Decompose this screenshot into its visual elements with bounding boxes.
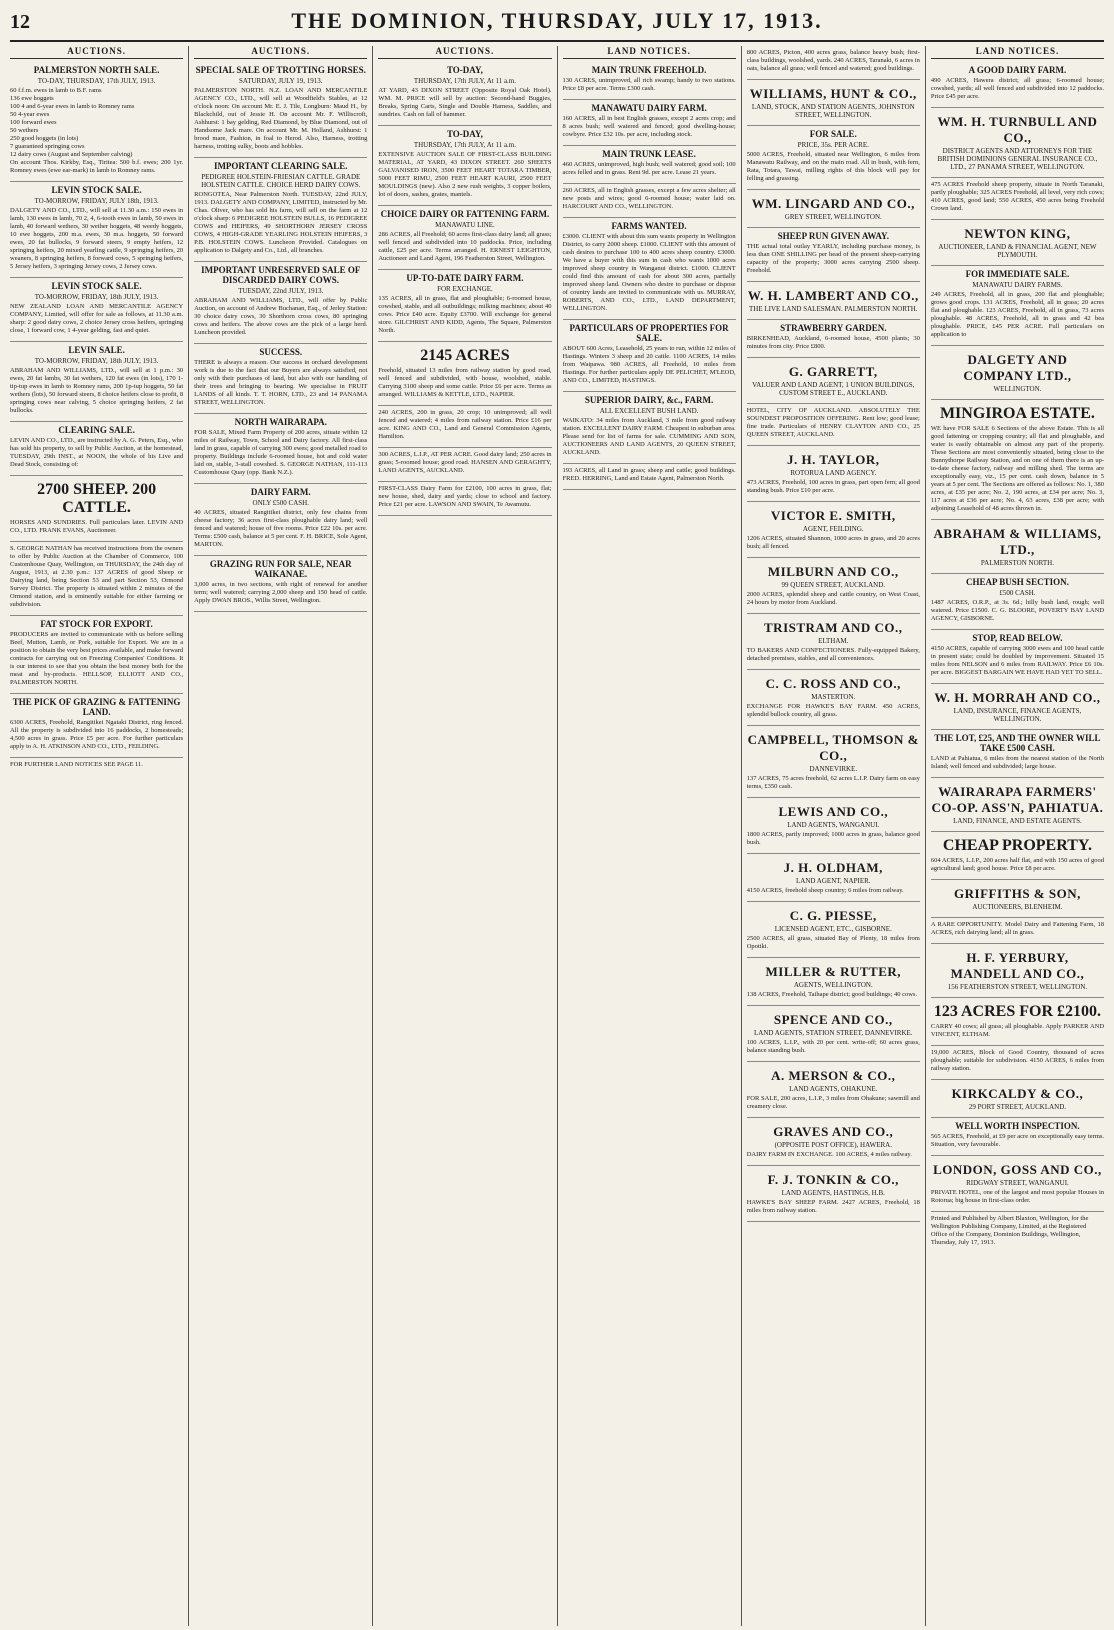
ad-subheading: LICENSED AGENT, ETC., GISBORNE.: [774, 925, 892, 933]
advertisement: [10, 278, 183, 342]
advertisement: [747, 320, 920, 358]
ad-subheading: LAND AGENTS, HASTINGS, H.B.: [781, 1189, 885, 1197]
ad-subheading: MANAWATU DAIRY FARMS.: [972, 281, 1063, 289]
ad-subheading: 156 FEATHERSTON STREET, WELLINGTON.: [947, 983, 1088, 991]
ad-subheading: AUCTIONEER, LAND & FINANCIAL AGENT, NEW PLYMOUTH.: [938, 243, 1097, 259]
advertisement: [931, 918, 1104, 944]
ad-body: ABRAHAM AND WILLIAMS, LTD., will sell at 1 p.m.: 30 ewes, 20 fat lambs, 30 fat wethers, 120 fat ewes (in lots), 170 1-tip-tup ewes in lamb to Romney rams, 200 1p-tup hoggets, 50 fat wethers (lots), 50 forward steers, 8 choice heifers close to profit, 8 springing cows near calving, 5 choice springing heifers, 2 fat bullocks.: [10, 367, 184, 414]
advertisement: [194, 158, 367, 262]
advertisement: [931, 108, 1104, 178]
ad-heading: LEVIN STOCK SALE.: [51, 185, 142, 195]
ad-body: PRODUCERS are invited to communicate with us before selling Beef, Mutton, Lamb, or Pork, suitable for Export. We are in a position to obtain the very best prices available, and make forward contracts for carrying out on Freezing Companies' Conditions. It is our interest to see that you obtain the best money both for the meat and by-products. HELLSOP, ELLIOTT AND CO., PALMERSTON NORTH.: [10, 631, 184, 686]
ad-subheading: AGENT, FEILDING.: [802, 525, 864, 533]
advertisement: [10, 182, 183, 278]
ad-body: A RARE OPPORTUNITY. Model Dairy and Fattening Farm, 18 ACRES, rich dairying land; all in grass.: [930, 921, 1105, 936]
ad-body: £3000. CLIENT with about this sum wants property in Wellington District, to carry 2000 sheep. £1000. CLIENT with this amount of cash desires to purchase 100 to 400 acres sheep country. £3000. We have a buyer with this sum in cash who wants 1000 acres improved sheep country in Wanganui district. £1000. CLIENT could find this amount of cash for about 300 acres, partially improved sheep land. Owners who desire to purchase or dispose of country lands are invited to communicate with us. MURRAY, ROBERTS, AND CO., LTD., LAND DEPARTMENT, WELLINGTON.: [562, 233, 736, 312]
advertisement: [747, 46, 920, 80]
ad-body: 4150 ACRES, capable of carrying 3000 ewes and 100 head cattle in present state; could be doubled by improvement. Situated 15 miles from NELSON and 6 miles from RAILWAY. Price £6 10s. per acre. BIGGEST BARGAIN WE HAVE HAD YET TO SELL.: [930, 645, 1105, 676]
ad-display-heading: 123 ACRES FOR £2100.: [933, 1003, 1101, 1020]
advertisement: [931, 266, 1104, 346]
ad-body: WE have FOR SALE 6 Sections of the above Estate. This is all good fattening or cropping country; all flat and ploughable, and water is easily obtainable on almost any part of the property. These Sections are most conveniently situated, being close to the Bunnythorpe Railway Station, and on one of them there is an up-to-date cheese factory, railway and milling shed. The terms are exceptionally easy, viz., 15 per cent. cash down, balance in 5 years at 5 per cent. The Sections are offered as follows: No. 1, 380 acres, at £35 per acre; No. 2, 190 acres, at £34 per acre; No. 3, 117 acres at £36 per acre; No. 4, 63 acres, £38 per acre; with adjoining Leasehold of 48 acres thrown in.: [930, 425, 1105, 512]
ad-heading: LEVIN SALE.: [68, 345, 125, 355]
ad-heading: SHEEP RUN GIVEN AWAY.: [777, 231, 889, 241]
ad-heading: LEVIN STOCK SALE.: [51, 281, 142, 291]
column-header: LAND NOTICES.: [563, 46, 736, 59]
ad-body: 130 ACRES, unimproved, all rich swamp; handy to two stations. Price £8 per acre. Terms £300 cash.: [562, 77, 736, 92]
advertisement: [747, 126, 920, 190]
advertisement: [378, 342, 551, 406]
advertisement: [10, 542, 183, 616]
ad-subheading: THURSDAY, 17th JULY, At 11 a.m.: [413, 77, 517, 85]
advertisement: [747, 404, 920, 446]
ad-subheading: TO-MORROW, FRIDAY, 18th JULY, 1913.: [34, 357, 159, 365]
ad-heading: SUCCESS.: [259, 347, 303, 357]
ad-body: 473 ACRES, Freehold, 100 acres in grass, part open fern; all good standing bush. Price £10 per acre.: [746, 479, 920, 494]
ad-subheading: GREY STREET, WELLINGTON.: [784, 213, 882, 221]
ad-body: 460 ACRES, unimproved, high bush; well watered; good soil; 100 acres felled and in grass. Rent 9d. per acre. Lease 21 years.: [562, 161, 736, 176]
column-3: [372, 46, 556, 1626]
advertisement: [931, 778, 1104, 832]
ad-heading: PARTICULARS OF PROPERTIES FOR SALE.: [569, 323, 729, 343]
agent-name: CAMPBELL, THOMSON & CO.,: [747, 732, 919, 763]
ad-body: 2500 ACRES, all grass, situated Bay of Plenty, 18 miles from Opotiki.: [746, 935, 920, 950]
ad-heading: TO-DAY,: [446, 129, 483, 139]
ad-heading: CHEAP BUSH SECTION.: [966, 577, 1069, 587]
ad-subheading: PALMERSTON NORTH.: [980, 559, 1054, 567]
ad-body: HORSES AND SUNDRIES. Full particulars later. LEVIN AND CO., LTD. FRANK EVANS, Auctioneer.: [10, 519, 184, 534]
ad-body: 286 ACRES, all Freehold; 60 acres first-class dairy land; all grass; well fenced and subdivided into 10 paddocks. Price, including cattle, £25 per acre. Terms arranged. H. ERNEST LEIGHTON, Auctioneer and Land Agent, 196 Featherston Street, Wellington.: [378, 231, 552, 262]
ad-subheading: LAND AGENTS, WANGANUI.: [787, 821, 880, 829]
ad-subheading: DANNEVIRKE.: [809, 765, 858, 773]
agent-name: C. C. ROSS AND CO.,: [765, 676, 901, 691]
advertisement: [931, 1080, 1104, 1118]
ad-heading: STOP, READ BELOW.: [972, 633, 1063, 643]
ad-body: 490 ACRES, Hawera district; all grass; 6-roomed house; cowshed, yards; all well fenced and subdivided into 12 paddocks. Price £45 per acre.: [930, 77, 1105, 100]
ad-heading: FARMS WANTED.: [611, 221, 687, 231]
ad-subheading: VALUER AND LAND AGENT, 1 UNION BUILDINGS, CUSTOM STREET E., AUCKLAND.: [752, 381, 915, 397]
ad-body: 5000 ACRES, Freehold, situated near Wellington, 6 miles from Manawatu Railway, and on the main road. All in bush, with fern, Rata, Totara, Tawai, milling rights of this block will pay for felling and grassing.: [746, 151, 920, 182]
ad-body: 1487 ACRES, O.R.P., at 3s. 6d.; hilly bush land, rough; well watered. Price £1500. C. G. BLOORE, POVERTY BAY LAND AGENCY, GISBORNE.: [930, 599, 1105, 622]
agent-name: SPENCE AND CO.,: [773, 1012, 893, 1027]
ad-subheading: TO-MORROW, FRIDAY, JULY 18th, 1913.: [34, 197, 159, 205]
agent-name: LEWIS AND CO.,: [778, 804, 889, 819]
advertisement: [747, 1118, 920, 1166]
ad-body: 19,000 ACRES, Block of Good Country, thousand of acres ploughable; suitable for subdivision. 4150 ACRES, 6 miles from railway station.: [930, 1049, 1105, 1072]
page-number: 12: [10, 11, 30, 33]
ad-body: 40 ACRES, situated Rangitikei district, only few chains from cheese factory; 36 acres first-class ploughable dairy land; well fenced and watered; house of five rooms. Price £22 10s. per acre. Terms: £500 cash, balance at 5 per cent. F. H. BRICE, Sole Agent, MARTON.: [194, 509, 368, 548]
ad-subheading: TUESDAY, 22nd JULY, 1913.: [238, 287, 324, 295]
advertisement: [563, 218, 736, 320]
agent-name: MILBURN AND CO.,: [767, 564, 899, 579]
agent-name: WM. LINGARD AND CO.,: [751, 196, 915, 211]
column-header: AUCTIONS.: [194, 46, 367, 59]
ad-body: 260 ACRES, all in English grasses, except a few acres shelter; all new posts and wires; good 6-roomed house; water laid on. HARCOURT AND CO., WELLINGTON.: [562, 187, 736, 210]
ad-body: NEW ZEALAND LOAN AND MERCANTILE AGENCY COMPANY, Limited, will offer for sale as follows, at 11.30 a.m. sharp: 2 good dairy cows, 2 choice Jersey cross heifers, springing close, 1 forward cow, 1 4-year gelding, fast and quiet.: [10, 303, 184, 334]
ad-body: 6300 ACRES, Freehold, Rangitikei Ngataki District, ring fenced. All the property is subdivided into 16 paddocks, 2 homesteads; 4,500 acres in grass. Price £5 per acre. For further particulars apply to A. H. ATKINSON AND CO., LTD., FEILDING.: [10, 719, 184, 750]
advertisement: [931, 178, 1104, 220]
advertisement: [931, 630, 1104, 684]
ad-body: On account Thos. Kirkby, Esq., Tiritea: 500 b.f. ewes; 200 1yr. Romney ewes (ewe ear-mark) in lamb to Romney rams.: [10, 159, 184, 174]
stock-item: 7 guaranteed springing cows: [10, 143, 85, 150]
advertisement: [10, 616, 183, 694]
agent-name: G. GARRETT,: [788, 364, 878, 379]
ad-heading: WELL WORTH INSPECTION.: [955, 1121, 1080, 1131]
ad-heading: IMPORTANT UNRESERVED SALE OF DISCARDED DAIRY COWS.: [201, 265, 361, 285]
ad-heading: FAT STOCK FOR EXPORT.: [40, 619, 153, 629]
ad-heading: FOR IMMEDIATE SALE.: [965, 269, 1070, 279]
ad-subheading: THE LIVE LAND SALESMAN. PALMERSTON NORTH.: [748, 305, 918, 313]
agent-name: F. J. TONKIN & CO.,: [767, 1172, 899, 1187]
stock-item: 100 forward ewes: [10, 119, 57, 126]
column-1: [10, 46, 188, 1626]
ad-subheading: TO-MORROW, FRIDAY, 18th JULY, 1913.: [34, 293, 159, 301]
column-header: AUCTIONS.: [378, 46, 551, 59]
ad-body: 4150 ACRES, freehold sheep country; 6 miles from railway.: [746, 887, 904, 894]
advertisement: [563, 146, 736, 184]
ad-subheading: TO-DAY, THURSDAY, 17th JULY, 1913.: [37, 77, 156, 85]
advertisement: [931, 998, 1104, 1046]
advertisement: [563, 392, 736, 464]
agent-name: ABRAHAM & WILLIAMS, LTD.,: [933, 526, 1102, 557]
ad-body: PALMERSTON NORTH. N.Z. LOAN AND MERCANTILE AGENCY CO., LTD., will sell at Woodfield's Stables, at 12 o'clock noon: On account Mr. E. J. Tile, Longburn: Maud H., by Blackchild, out of Jessie H. On account Mr. F. Williscroft, Ashhurst: 1 bay gelding, Red Diamond, by Blue Diamond, out of Handsome Jack mare. On account Mr. M. Holland, Ashhurst: 1 brood mare, Fashion, in foal to Herod. Also, Harness, trotting harness, trotting sulky, boots and hobbles.: [194, 87, 368, 150]
ad-subheading: LAND, FINANCE, AND ESTATE AGENTS.: [953, 817, 1082, 825]
ad-subheading: LAND AGENT, NAPIER.: [796, 877, 871, 885]
advertisement: [378, 448, 551, 482]
advertisement: [931, 520, 1104, 574]
ad-subheading: ELTHAM.: [818, 637, 849, 645]
ad-heading: GRAZING RUN FOR SALE, NEAR WAIKANAE.: [209, 559, 352, 579]
column-2: [188, 46, 372, 1626]
ad-heading: CHOICE DAIRY OR FATTENING FARM.: [380, 209, 550, 219]
advertisement: [747, 614, 920, 670]
column-header: AUCTIONS.: [10, 46, 183, 59]
agent-name: WILLIAMS, HUNT & CO.,: [749, 86, 917, 101]
ad-body: 3,000 acres, in two sections, with right of renewal for another term; well watered; carrying 2,000 sheep and 150 head of cattle. Apply DWAN BROS., Willis Street, Wellington.: [194, 581, 368, 604]
masthead: [10, 8, 1104, 42]
ad-body: LAND at Pahiatua, 6 miles from the nearest station of the North Island; well fenced and subdivided; large house.: [930, 755, 1105, 770]
advertisement: [194, 344, 367, 414]
advertisement: [563, 320, 736, 392]
advertisement: [194, 414, 367, 484]
ad-display-heading: MINGIROA ESTATE.: [939, 405, 1095, 422]
agent-name: W. H. LAMBERT AND CO.,: [747, 288, 919, 303]
agent-name: J. H. TAYLOR,: [786, 452, 880, 467]
advertisement: [563, 184, 736, 218]
ad-heading: A GOOD DAIRY FARM.: [968, 65, 1067, 75]
ad-body: Freehold, situated 13 miles from railway station by good road, well fenced and subdivided, with house, woolshed, stable. Carrying 3100 sheep and some cattle. Price £6 per acre. Terms as arranged. WILLIAMS & KETTLE, LTD., NAPIER.: [378, 367, 552, 398]
ad-subheading: FOR EXCHANGE.: [437, 285, 493, 293]
ad-heading: SUPERIOR DAIRY, &c., FARM.: [584, 395, 714, 405]
ad-subheading: MANAWATU LINE.: [435, 221, 495, 229]
advertisement: [747, 1062, 920, 1118]
agent-name: A. MERSON & CO.,: [771, 1068, 896, 1083]
ad-body: 300 ACRES, L.I.P., AT PER ACRE. Good dairy land; 250 acres in grass; 5-roomed house; good road. HANSEN AND GERAGHTY, LAND AGENTS, AUCKLAND.: [378, 451, 552, 474]
ad-heading: CLEARING SALE.: [58, 425, 135, 435]
column-container: [10, 46, 1104, 1626]
ad-body: 138 ACRES, Freehold, Taihape district; good buildings; 40 cows.: [746, 991, 918, 998]
ad-body: THERE is always a reason. Our success in orchard development work is due to the fact that our Buyers are always satisfied, not only with their purchases of land, but also with our handling of their trees and bringing to bearing. We specialise in FRUIT LANDS of all kinds. T. T. HORN, LTD., 23 and 14 PANAMA STREET, WELLINGTON.: [194, 359, 368, 406]
agent-name: KIRKCALDY & CO.,: [951, 1086, 1084, 1101]
advertisement: [931, 62, 1104, 108]
agent-name: NEWTON KING,: [964, 226, 1071, 241]
ad-body: HOTEL, CITY OF AUCKLAND. ABSOLUTELY THE SOUNDEST PROPOSITION OFFERING. Rent low; good lease; fine trade. Particulars of HENRY CLAYTON AND CO., 25 QUEEN STREET, AUCKLAND.: [746, 407, 920, 438]
ad-subheading: PRICE, 35s. PER ACRE.: [797, 141, 869, 149]
advertisement: [747, 80, 920, 126]
ad-subheading: DISTRICT AGENTS AND ATTORNEYS FOR THE BRITISH DOMINIONS GENERAL INSURANCE CO., LTD., 27 PANAMA STREET, WELLINGTON.: [937, 147, 1098, 171]
ad-body: FOR SALE, Mixed Farm Property of 200 acres, situate within 12 miles of Railway, Town, School and Dairy factory. All first-class land in grass, capable of carrying 300 ewes; good metalled road to property. Buildings include 6-roomed house, hot and cold water laid on, stable, 3-stall cowshed. S. GEORGE NATHAN, 111-113 Customhouse Quay (opp. Bank N.Z.).: [194, 429, 368, 476]
advertisement: [378, 406, 551, 448]
ad-body: 565 ACRES, Freehold, at £9 per acre on exceptionally easy terms. Situation, very favourable.: [930, 1133, 1105, 1148]
stock-list: [10, 87, 183, 159]
ad-body: 100 ACRES, L.I.P., with 20 per cent. write-off; 60 acres grass, balance standing bush.: [746, 1039, 920, 1054]
advertisement: [563, 100, 736, 146]
ad-subheading: (OPPOSITE POST OFFICE), HAWERA.: [774, 1141, 892, 1149]
advertisement: [747, 670, 920, 726]
ad-body: EXCHANGE FOR HAWKE'S BAY FARM. 450 ACRES, splendid bullock country, all grass.: [746, 703, 920, 718]
advertisement: [747, 502, 920, 558]
agent-name: DALGETY AND COMPANY LTD.,: [963, 352, 1072, 383]
ad-subheading: SATURDAY, JULY 19, 1913.: [239, 77, 323, 85]
ad-display-figure: 2145 ACRES: [420, 347, 510, 364]
ad-subheading: PEDIGREE HOLSTEIN-FRIESIAN CATTLE. GRADE HOLSTEIN CATTLE. CHOICE HERD DAIRY COWS.: [201, 173, 361, 189]
advertisement: [563, 464, 736, 490]
ad-subheading: LAND AGENTS, STATION STREET, DANNEVIRKE.: [753, 1029, 913, 1037]
ad-display-figure: 2700 SHEEP. 200 CATTLE.: [37, 481, 157, 516]
ad-body: WAIKATO: 34 miles from Auckland, 3 mile from good railway station. EXCELLENT DAIRY FARM. Cheapest in suburban area. Please send for list of farms for sale. CUMMING AND SON, AUCTIONEERS AND LAND AGENTS, 20 QUEEN STREET, AUCKLAND.: [562, 417, 736, 456]
ad-subheading: ALL EXCELLENT BUSH LAND.: [599, 407, 699, 415]
ad-heading: TO-DAY,: [446, 65, 483, 75]
ad-body: 1206 ACRES, situated Shannon, 1000 acres in grass, and 20 acres bush; all fenced.: [746, 535, 920, 550]
ad-heading: NORTH WAIRARAPA.: [234, 417, 327, 427]
ad-body: 604 ACRES, L.I.P., 200 acres half flat, and with 150 acres of good agricultural land; good house. Price £8 per acre.: [930, 857, 1105, 872]
ad-heading: UP-TO-DATE DAIRY FARM.: [406, 273, 524, 283]
ad-subheading: WELLINGTON.: [993, 385, 1042, 393]
stock-item: 12 dairy cows (August and September calving): [10, 151, 133, 158]
ad-subheading: ROTORUA LAND AGENCY.: [790, 469, 877, 477]
ad-heading: DAIRY FARM.: [250, 487, 311, 497]
ad-subheading: ONLY £500 CASH.: [252, 499, 309, 507]
ad-body: EXTENSIVE AUCTION SALE OF FIRST-CLASS BUILDING MATERIAL, AT YARD, 43 DIXON STREET. 260 SHEETS GALVANISED IRON, 3500 FEET HEART TOTARA TIMBER, 5000 FEET RIMU, 2500 FEET HEART KAURI, 2500 FEET MOULDINGS (new). Also 2 new rush weights, 3 copper boilers, lot of doors, sashes, grates, mantels.: [378, 151, 552, 198]
agent-name: TRISTRAM AND CO.,: [764, 620, 903, 635]
ad-body: ABRAHAM AND WILLIAMS, LTD., will offer by Public Auction, on account of Andrew Buchanan, Esq., of Jerley Station: 30 choice dairy cows, 30 Shorthorn cross cows, 80 springing cows and heifers. The above cows are the pick of a large herd. Luncheon provided.: [194, 297, 368, 336]
ad-body: PRIVATE HOTEL, one of the largest and most popular Houses in Rotorua; big house in first-class order.: [930, 1189, 1105, 1204]
advertisement: [378, 126, 551, 206]
advertisement: [10, 422, 183, 476]
advertisement: [10, 694, 183, 758]
advertisement: [931, 832, 1104, 880]
agent-name: C. G. PIESSE,: [789, 908, 877, 923]
advertisement: [747, 1166, 920, 1222]
ad-body: CARRY 40 cows; all grass; all ploughable. Apply PARKER AND VINCENT, ELTHAM.: [930, 1023, 1105, 1038]
ad-body: AT YARD, 43 DIXON STREET (Opposite Royal Oak Hotel). WM. M. PRICE will sell by auction: Second-hand Buggies, Breaks, Spring Carts, Single and Double Harness, Saddles, and sundries. Cash on fall of hammer.: [378, 87, 552, 118]
ad-body: LEVIN AND CO., LTD., are instructed by A. G. Peters, Esq., who has sold his property, to sell by Public Auction, at the homestead, TUESDAY, 29th INST., at NOON, the whole of his Live and Dead Stock, consisting of:: [10, 437, 184, 468]
stock-item: 136 ewe hoggets: [10, 95, 54, 102]
ad-body: BIRKENHEAD, Auckland, 6-roomed house, 4500 plants; 30 minutes from city. Price £800.: [746, 335, 920, 350]
advertisement: [931, 1046, 1104, 1080]
ad-display-heading: CHEAP PROPERTY.: [942, 837, 1092, 854]
ad-body: 2000 ACRES, splendid sheep and cattle country, on West Coast, 24 hours by motor from Auckland.: [746, 591, 920, 606]
agent-name: GRIFFITHS & SON,: [954, 886, 1081, 901]
ad-body: 193 ACRES, all Land in grass; sheep and cattle; good buildings. FRED. HERRING, Land and Estate Agent, Palmerston North.: [562, 467, 736, 482]
advertisement: [10, 62, 183, 182]
ad-subheading: £500 CASH.: [999, 589, 1036, 597]
advertisement: [747, 958, 920, 1006]
ad-body: ABOUT 600 Acres, Leasehold, 25 years to run, within 12 miles of Hastings. Winters 3 sheep and 20 cattle. 1100 ACRES, 14 miles from Waipawa. 980 ACRES, all Freehold, 10 miles from Hastings. For further particulars apply DE PELICHET, M'LEOD, AND CO., LIMITED, HASTINGS.: [562, 345, 736, 384]
advertisement: [931, 730, 1104, 778]
agent-name: GRAVES AND CO.,: [773, 1124, 894, 1139]
advertisement: [747, 282, 920, 320]
ad-body: 137 ACRES, 75 acres freehold, 62 acres L.I.P. Dairy farm on easy terms, £350 cash.: [746, 775, 920, 790]
advertisement: [194, 484, 367, 556]
advertisement: [10, 476, 183, 542]
advertisement: [747, 726, 920, 798]
agent-name: J. H. OLDHAM,: [783, 860, 883, 875]
page-reference-note: FOR FURTHER LAND NOTICES SEE PAGE 11.: [10, 761, 143, 768]
advertisement: [931, 944, 1104, 998]
ad-subheading: AGENTS, WELLINGTON.: [793, 981, 873, 989]
ad-body: 240 ACRES, 200 in grass, 20 crop; 10 unimproved; all well fenced and watered; 4 miles from railway station. Price £16 per acre. KING AND CO., Land and General Commission Agents, Hamilton.: [378, 409, 552, 440]
advertisement: [747, 558, 920, 614]
advertisement: [931, 400, 1104, 520]
column-header: LAND NOTICES.: [931, 46, 1104, 59]
ad-subheading: LAND, STOCK, AND STATION AGENTS, JOHNSTON STREET, WELLINGTON.: [751, 103, 915, 119]
ad-subheading: MASTERTON.: [811, 693, 856, 701]
ad-body: 135 ACRES, all in grass, flat and ploughable; 6-roomed house, cowshed, stable, and all outbuildings; milking machines; about 40 cows. Price £40 acre. Equity £3700. Will exchange for general store. GILCHRIST AND KIDD, Agents, The Square, Palmerston North.: [378, 295, 552, 334]
ad-body: DAIRY FARM IN EXCHANGE. 100 ACRES, 4 miles railway.: [746, 1151, 912, 1158]
advertisement: [194, 556, 367, 612]
newspaper-title: THE DOMINION, THURSDAY, JULY 17, 1913.: [291, 8, 823, 33]
advertisement: [563, 62, 736, 100]
ad-body: 800 ACRES, Picton, 400 acres grass, balance heavy bush; first-class buildings, woolshed, yards. 240 ACRES, Taranaki, 6 acres in oats, balance all grass; well fenced and watered; good buildings.: [746, 49, 920, 72]
ad-body: TO BAKERS AND CONFECTIONERS. Fully-equipped Bakery, detached premises, stables, and all conveniences.: [746, 647, 920, 662]
agent-name: MILLER & RUTTER,: [765, 964, 902, 979]
advertisement: [194, 262, 367, 344]
advertisement: [747, 798, 920, 854]
column-5: [741, 46, 925, 1626]
ad-subheading: AUCTIONEERS, BLENHEIM.: [972, 903, 1063, 911]
advertisement: [378, 482, 551, 516]
ad-subheading: LAND, INSURANCE, FINANCE AGENTS, WELLINGTON.: [953, 707, 1082, 723]
ad-subheading: RIDGWAY STREET, WANGANUI.: [966, 1179, 1069, 1187]
ad-body: 160 ACRES, all in best English grasses, except 2 acres crop; and 8 acres bush; well watered and fenced; good dwelling-house; cowbyre. Price £32 10s. per acre, including stock.: [562, 115, 736, 138]
advertisement: [747, 228, 920, 282]
column-6: [925, 46, 1104, 1626]
agent-name: WM. H. TURNBULL AND CO.,: [937, 114, 1098, 145]
ad-body: THE actual total outlay YEARLY, including purchase money, is less than ONE SHILLING per head of the present sheep-carrying capacity of the property; 3000 acres carrying 2500 sheep. Freehold.: [746, 243, 920, 274]
stock-item: 50 wethers: [10, 127, 39, 134]
ad-body: HAWKE'S BAY SHEEP FARM. 2427 ACRES, Freehold, 18 miles from railway station.: [746, 1199, 920, 1214]
advertisement: [747, 358, 920, 404]
ad-heading: FOR SALE.: [809, 129, 857, 139]
ad-heading: THE LOT, £25, AND THE OWNER WILL TAKE £500 CASH.: [934, 733, 1101, 753]
advertisement: [931, 346, 1104, 400]
ad-heading: IMPORTANT CLEARING SALE.: [213, 161, 348, 171]
advertisement: [10, 342, 183, 422]
ad-subheading: THURSDAY, 17th JULY, At 11 a.m.: [413, 141, 517, 149]
advertisement: [931, 220, 1104, 266]
ad-body: FIRST-CLASS Dairy Farm for £2100, 100 acres in grass, flat; new house, shed, dairy and yards; close to school and factory. Price £21 per acre. LAWSON AND SWAIN, Te Awamutu.: [378, 485, 552, 508]
advertisement: [931, 574, 1104, 630]
ad-heading: STRAWBERRY GARDEN.: [780, 323, 887, 333]
ad-subheading: 99 QUEEN STREET, AUCKLAND.: [781, 581, 886, 589]
advertisement: [931, 880, 1104, 918]
agent-name: LONDON, GOSS AND CO.,: [933, 1162, 1102, 1177]
ad-heading: THE PICK OF GRAZING & FATTENING LAND.: [12, 697, 181, 717]
stock-item: 50 4-year ewes: [10, 111, 50, 118]
agent-name: VICTOR E. SMITH,: [770, 508, 896, 523]
advertisement: [378, 206, 551, 270]
advertisement: [747, 446, 920, 502]
advertisement: [747, 190, 920, 228]
ad-body: S. GEORGE NATHAN has received instructions from the owners to offer by Public Auction at the Chamber of Commerce, 100 Customhouse Quay, Wellington, on THURSDAY, the 24th day of August, 1913, at 2.30 p.m.: 137 ACRES of good Sheep or Dairying land, being Section 53 and part Section 53, Ormond Survey District. The property is situated within 2 minutes of the Ormond station, and is eminently suitable for either farming or subdivision.: [10, 545, 184, 608]
column-4: [557, 46, 741, 1626]
advertisement: [931, 1118, 1104, 1156]
ad-body: 1800 ACRES, partly improved; 1000 acres in grass, balance good bush.: [746, 831, 920, 846]
advertisement: [747, 1006, 920, 1062]
advertisement: [378, 62, 551, 126]
ad-body: FOR SALE, 200 acres, L.I.P., 3 miles from Ohakune; sawmill and creamery close.: [746, 1095, 920, 1110]
advertisement: [747, 902, 920, 958]
ad-body: 475 ACRES Freehold sheep property, situate in North Taranaki, partly ploughable; 325 ACRES Freehold, all level, very rich cows; 410 ACRES, good land; 550 ACRES, 450 acres being Freehold Crown land.: [930, 181, 1105, 212]
stock-item: 60 f.f.m. ewes in lamb to B.F. rams: [10, 87, 102, 94]
ad-heading: MAIN TRUNK LEASE.: [602, 149, 696, 159]
agent-name: WAIRARAPA FARMERS' CO-OP. ASS'N, PAHIATUA.: [931, 784, 1104, 815]
ad-heading: SPECIAL SALE OF TROTTING HORSES.: [195, 65, 366, 75]
advertisement: [378, 270, 551, 342]
advertisement: [931, 684, 1104, 730]
ad-subheading: 29 PORT STREET, AUCKLAND.: [968, 1103, 1067, 1111]
stock-item: 250 good hoggets (in lots): [10, 135, 79, 142]
ad-heading: MAIN TRUNK FREEHOLD.: [591, 65, 707, 75]
advertisement: [747, 854, 920, 902]
ad-body: 249 ACRES, Freehold, all in grass, 200 flat and ploughable; grows good crops. 131 ACRES, Freehold, all in grass; 20 acres flat and ploughable. 123 ACRES, Freehold, all in grass, 73 acres ploughable. 48 ACRES, Freehold, all in grass and 42 bea ploughable. PRICE, £45 PER ACRE. Full particulars on application to: [930, 291, 1105, 338]
agent-name: W. H. MORRAH AND CO.,: [934, 690, 1101, 705]
ad-subheading: LAND AGENTS, OHAKUNE.: [789, 1085, 878, 1093]
stock-item: 100 4 and 6-year ewes in lamb to Romney rams: [10, 103, 135, 110]
ad-body: RONGOTEA, Near Palmerston North. TUESDAY, 22nd JULY, 1913. DALGETY AND COMPANY, LIMITED, instructed by Mr. Chas. Oliver, who has sold his farm, will sell on the farm at 12 o'clock sharp: 6 PEDIGREE HOLSTEIN BULLS, 16 PEDIGREE COWS and HEIFERS, 49 SHORTHORN JERSEY CROSS COWS, 4 HIGH-GRADE YEARLING HOLSTEIN HEIFERS, 3 P.B. HOLSTEIN COWS. Luncheon Provided. Catalogues on application to Dalgety and Co., Ltd., all branches.: [194, 191, 368, 254]
imprint: Printed and Published by Albert Blaxton, Wellington, for the Wellington Publishing Company, Limited, at the Registered Office of the Company, Dominion Buildings, Wellington, Thursday, July 17, 1913.: [930, 1215, 1089, 1246]
agent-name: H. F. YERBURY, MANDELL AND CO.,: [950, 950, 1085, 981]
ad-heading: PALMERSTON NORTH SALE.: [33, 65, 160, 75]
ad-body: DALGETY AND CO., LTD., will sell at 11.30 a.m.: 150 ewes in lamb, 130 ewes in lamb, 70 2, 4, 6-tooth ewes in lamb, 50 ewes in lamb, 40 forward wethers, 30 wether hoggets, 48 weedy hoggets, 10 ewe hoggets, 200 m.a. ewes, 30 m.a. hoggets, 50 forward ewes, 20 fat bullocks, 9 forward steers, 9 empty heifers, 12 springing heifers, 20 mixed yearling cattle, 9 springing heifers, 20 weaners, 8 springing heifers, 8 forward cows, 5 springing heifers, 5 Jersey heifers, 3 springing Jersey cows, 2 Jersey cows.: [10, 207, 184, 270]
ad-heading: MANAWATU DAIRY FARM.: [591, 103, 707, 113]
advertisement: [194, 62, 367, 158]
advertisement: [931, 1156, 1104, 1212]
